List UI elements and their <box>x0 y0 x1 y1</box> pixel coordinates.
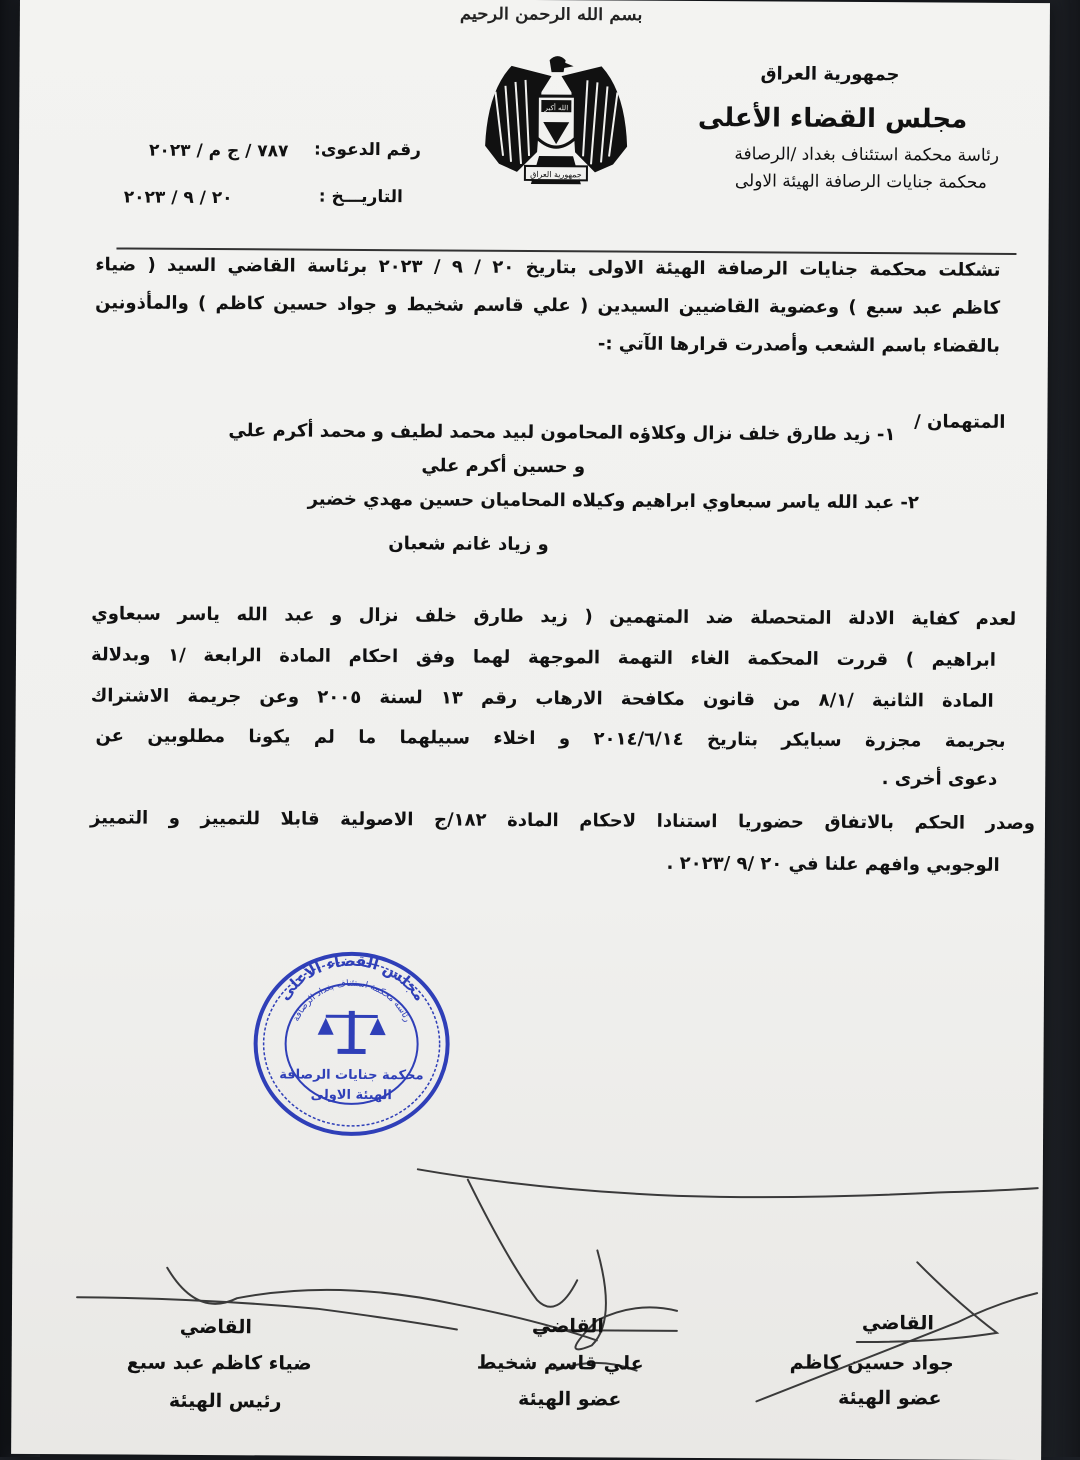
accused-line-4: و زياد غانم شعبان <box>388 533 549 556</box>
iraq-eagle-emblem <box>481 52 632 191</box>
basmala: بسم الله الرحمن الرحيم <box>459 4 643 25</box>
signature-3-role: رئيس الهيئة <box>168 1389 282 1413</box>
decision-line-5: دعوى أخرى . <box>881 768 998 790</box>
stamp-inner-line-2: الهيئة الاولى <box>310 1087 392 1104</box>
verdict-line-1: وصدر الحكم بالاتفاق حضوريا استنادا لاحكام المادة ١٨٢/ج الاصولية قابلا للتمييز و التمييز <box>89 807 1036 835</box>
accused-label: المتهمان / <box>914 411 1006 433</box>
stamp-inner-line-1: محكمة جنايات الرصافة <box>279 1067 424 1084</box>
country-name: جمهورية العراق <box>760 63 900 86</box>
case-number-label: رقم الدعوى: <box>314 139 422 161</box>
accused-line-2: و حسين أكرم علي <box>421 455 586 478</box>
signature-1-title: القاضي <box>861 1312 934 1335</box>
council-name: مجلس القضاء الأعلى <box>697 102 968 135</box>
date-value: ٢٠ / ٩ / ٢٠٢٣ <box>123 187 233 209</box>
verdict-line-2: الوجوبي وافهم علنا في ٢٠ /٩ /٢٠٢٣ . <box>666 852 1000 876</box>
stamp-outer-text: مجلس القضاء الأعلى <box>275 951 429 1005</box>
presidency-name: رئاسة محكمة استئناف بغداد /الرصافة <box>734 144 1000 166</box>
date-label: التاريـــخ : <box>318 186 403 208</box>
document-page <box>11 0 1050 1460</box>
intro-line-3: بالقضاء باسم الشعب وأصدرت قرارها الآتي :- <box>597 333 1000 357</box>
signature-2-name: علي قاسم شخيط <box>476 1351 644 1375</box>
stamp-ring-text: رئاسة محكمة استئناف بغداد الرصافة <box>291 978 412 1024</box>
signature-1-role: عضو الهيئة <box>837 1386 942 1410</box>
decision-line-1: لعدم كفاية الادلة المتحصلة ضد المتهمين ( زيد طارق خلف نزال و عبد الله ياسر سبعاوي <box>91 603 1017 630</box>
court-stamp <box>251 948 452 1139</box>
decision-line-4: بجريمة مجزرة سبايكر بتاريخ ٢٠١٤/٦/١٤ و اخلاء سبيلهما ما لم يكونا مطلوبين عن <box>95 725 1006 752</box>
scales-of-justice-icon <box>318 1011 386 1054</box>
emblem-banner: جمهورية العراق <box>530 169 582 180</box>
signature-1-name: جواد حسين كاظم <box>789 1351 954 1375</box>
intro-line-2: كاظم عبد سبع ) وعضوية القاضيين السيدين ( علي قاسم شخيط و جواد حسين كاظم ) والمأذونين <box>95 292 1001 319</box>
signature-2-role: عضو الهيئة <box>517 1387 622 1411</box>
signature-3-title: القاضي <box>179 1315 252 1339</box>
header-divider <box>116 247 1016 254</box>
svg-text:مجلس القضاء الأعلى <box>275 951 429 1004</box>
emblem-motto: الله أكبر <box>544 104 569 113</box>
accused-line-3: ٢- عبد الله ياسر سبعاوي ابراهيم وكيلاه المحاميان حسين مهدي خضير <box>307 488 919 514</box>
signature-3-name: ضياء كاظم عبد سبع <box>126 1351 312 1375</box>
signature-2-title: القاضي <box>531 1315 604 1338</box>
decision-line-3: المادة الثانية /٨/١ من قانون مكافحة الارهاب رقم ١٣ لسنة ٢٠٠٥ وعن جريمة الاشتراك <box>90 685 994 712</box>
court-name: محكمة جنايات الرصافة الهيئة الاولى <box>734 171 987 193</box>
intro-line-1: تشكلت محكمة جنايات الرصافة الهيئة الاولى بتاريخ ٢٠ / ٩ / ٢٠٢٣ برئاسة القاضي السيد ( ضياء <box>95 254 1001 281</box>
accused-line-1: ١- زيد طارق خلف نزال وكلاؤه المحامون لبيد محمد لطيف و محمد أكرم علي <box>228 420 896 446</box>
case-number-value: ٧٨٧ / ج م / ٢٠٢٣ <box>149 140 289 162</box>
decision-line-2: ابراهيم ) قررت المحكمة الغاء التهمة الموجهة لهما وفق احكام المادة الرابعة /١ وبدلالة <box>90 644 997 671</box>
